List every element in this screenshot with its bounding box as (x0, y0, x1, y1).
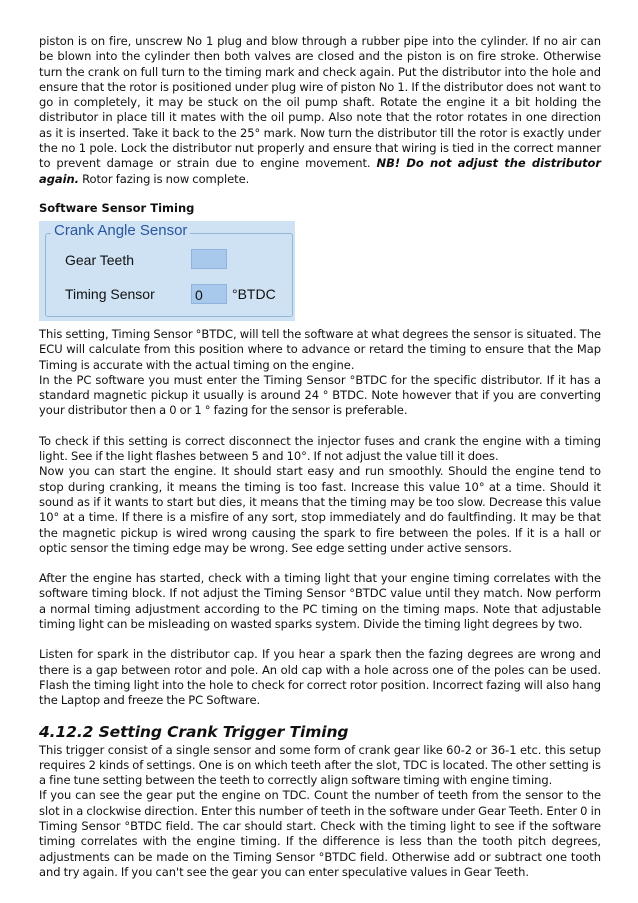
paragraph-listen-spark: Listen for spark in the distributor cap. If you hear a spark then the fazing degrees are wrong and there is a gap between rotor and pole. An old cap with a hole across one of the poles can be used. Flash the timing light into the hole to check for correct rotor position. Incorrect fazing will also hang the Laptop and freeze the PC Software. (39, 647, 601, 708)
paragraph-trigger-description: This trigger consist of a single sensor and some form of crank gear like 60-2 or 36-1 etc. this setup requires 2 kinds of settings. One is on which teeth after the slot, TDC is located. The other setting is a fine tune setting between the teeth to correctly align software timing with engine timing. (39, 742, 601, 788)
document-page (39, 34, 601, 880)
software-sensor-timing-label: Software Sensor Timing (39, 200, 195, 215)
paragraph-check-setting: To check if this setting is correct disconnect the injector fuses and crank the engine with a timing light. See if the light flashes between 5 and 10°. If not adjust the value till it does. (39, 433, 601, 464)
paragraph-pc-software: In the PC software you must enter the Timing Sensor °BTDC for the specific distributor. If it has a standard magnetic pickup it usually is around 24 ° BTDC. Note however that if you are converting your distributor then a 0 or 1 ° fazing for the sensor is preferable. (39, 372, 601, 418)
paragraph-after-start: After the engine has started, check with a timing light that your engine timing correlates with the software timing block. If not adjust the Timing Sensor °BTDC value until they match. Now perform a normal timing adjustment according to the PC timing on the timing maps. Note that adjustable timing light can be misleading on wasted sparks system. Divide the timing light degrees by two. (39, 571, 601, 632)
panel-title: Crank Angle Sensor (51, 222, 190, 239)
crank-angle-sensor-panel (39, 221, 295, 321)
rotor-fazing-text: piston is on fire, unscrew No 1 plug and blow through a rubber pipe into the cylinder. If no air can be blown into the cylinder then both valves are closed and the piston is on fire stroke. Otherwise turn the crank on full turn to the timing mark and check again. Put the distributor into the hole and ensure that the rotor is positioned under plug wire of piston No 1. If the distributor does not want to go in completely, it may be stuck on the oil pump shaft. Rotate the engine it a bit holding the distributor in place till it mates with the oil pump. Also note that the rotor rotates in one direction as it is inserted. Take it back to the 25° mark. Now turn the distributor till the rotor is exactly under the no 1 pole. Lock the distributor nut properly and ensure that wiring is tied in the correct manner to prevent damage or strain due to engine movement. (39, 34, 601, 171)
paragraph-rotor-fazing (39, 34, 601, 187)
section-heading: 4.12.2 Setting Crank Trigger Timing (39, 722, 349, 741)
nb-warning: NB! Do not adjust the distributor again. (39, 156, 602, 186)
gear-teeth-input[interactable] (191, 249, 227, 269)
paragraph-start-engine: Now you can start the engine. It should start easy and run smoothly. Should the engine tend to stop during cranking, it means the timing is too fast. Increase this value 10° at a time. Should it sound as if it wants to start but dies, it means that the timing may be too slow. Decrease this value 10° at a time. If there is a misfire of any sort, stop immediately and do faultfinding. It may be that the magnetic pickup is wired wrong causing the spark to fire between the poles. If it is a hall or optic sensor the timing edge may be wrong. See edge setting under active sensors. (39, 464, 601, 555)
timing-sensor-label: Timing Sensor (65, 285, 155, 302)
gear-teeth-label: Gear Teeth (65, 251, 135, 268)
btdc-unit-label: °BTDC (232, 285, 276, 302)
paragraph-gear-procedure: If you can see the gear put the engine on TDC. Count the number of teeth from the sensor to the slot in a clockwise direction. Enter this number of teeth in the software under Gear Teeth. Enter 0 in Timing Sensor °BTDC field. The car should start. Check with the timing light to see if the software timing correlates with the engine timing. If the difference is less than the tooth pitch degrees, adjustments can be made on the Timing Sensor °BTDC field. Otherwise add or subtract one tooth and try again. If you can't see the gear you can enter speculative values in Gear Teeth. (39, 788, 601, 879)
rotor-fazing-complete: Rotor fazing is now complete. (82, 171, 250, 186)
timing-sensor-input[interactable]: 0 (191, 284, 227, 304)
paragraph-timing-sensor-setting: This setting, Timing Sensor °BTDC, will tell the software at what degrees the sensor is situated. The ECU will calculate from this position where to advance or retard the timing to ensure that the Map Timing is accurate with the actual timing on the engine. (39, 326, 601, 372)
panel-frame (45, 233, 293, 317)
